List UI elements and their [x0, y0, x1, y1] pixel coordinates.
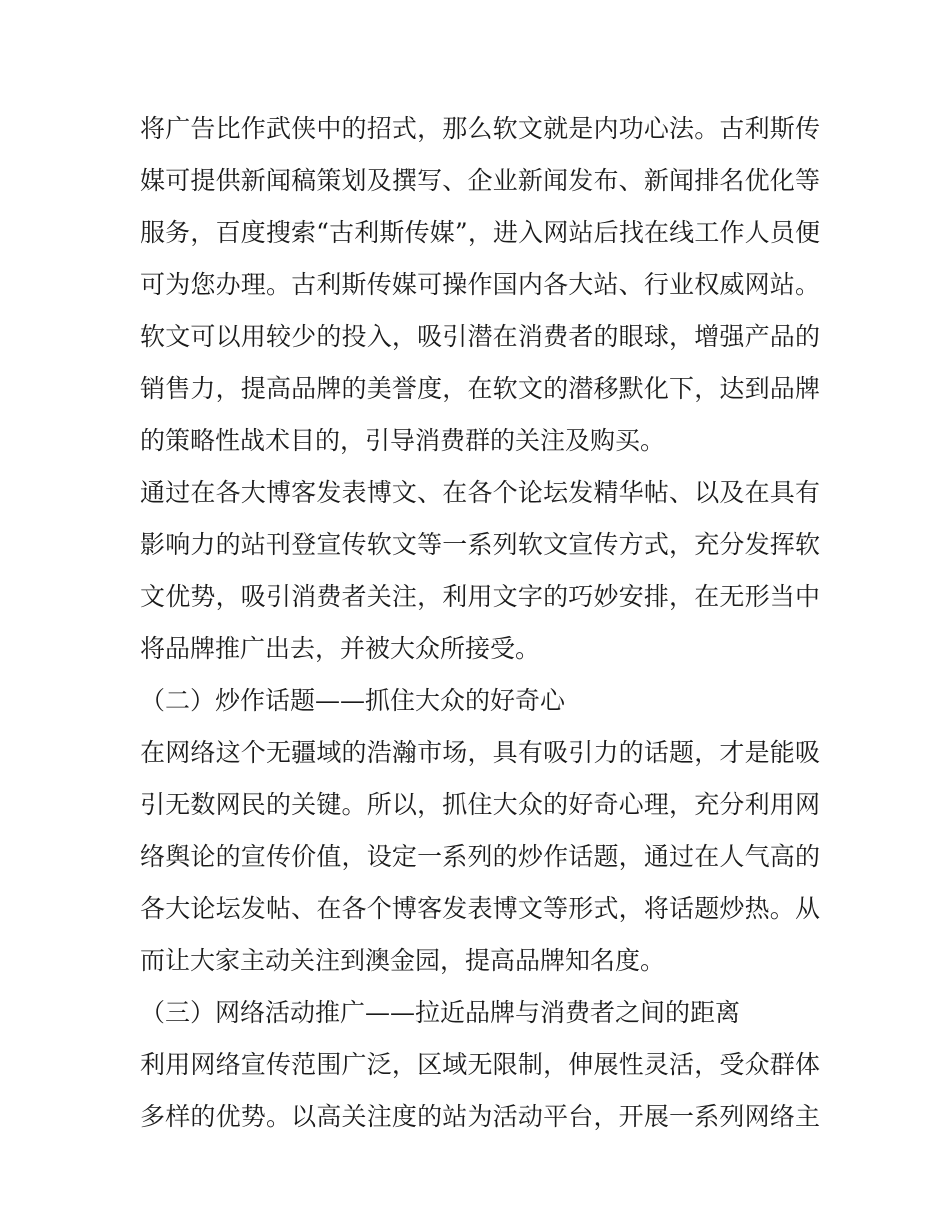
paragraph-line: 各大论坛发帖、在各个博客发表博文等形式，将话题炒热。从	[140, 894, 820, 923]
paragraph-line: 可为您办理。古利斯传媒可操作国内各大站、行业权威网站。	[140, 270, 820, 299]
paragraph-line: 影响力的站刊登宣传软文等一系列软文宣传方式，充分发挥软	[140, 530, 820, 559]
section-heading: （三）网络活动推广——拉近品牌与消费者之间的距离	[140, 998, 741, 1027]
paragraph-line: 媒可提供新闻稿策划及撰写、企业新闻发布、新闻排名优化等	[140, 166, 820, 195]
section-heading: （二）炒作话题——抓住大众的好奇心	[140, 686, 566, 715]
paragraph-line: 利用网络宣传范围广泛，区域无限制，伸展性灵活，受众群体	[140, 1050, 820, 1079]
paragraph-line: 服务，百度搜索“古利斯传媒”，进入网站后找在线工作人员便	[140, 218, 820, 247]
paragraph-line: 将品牌推广出去，并被大众所接受。	[140, 634, 541, 663]
paragraph-line: 销售力，提高品牌的美誉度，在软文的潜移默化下，达到品牌	[140, 374, 820, 403]
paragraph-line: 的策略性战术目的，引导消费群的关注及购买。	[140, 426, 666, 455]
paragraph-line: 多样的优势。以高关注度的站为活动平台，开展一系列网络主	[140, 1102, 820, 1131]
paragraph-line: 在网络这个无疆域的浩瀚市场，具有吸引力的话题，才是能吸	[140, 738, 820, 767]
paragraph-line: 通过在各大博客发表博文、在各个论坛发精华帖、以及在具有	[140, 478, 820, 507]
paragraph-line: 引无数网民的关键。所以，抓住大众的好奇心理，充分利用网	[140, 790, 820, 819]
paragraph-line: 将广告比作武侠中的招式，那么软文就是内功心法。古利斯传	[140, 114, 820, 143]
paragraph-line: 软文可以用较少的投入，吸引潜在消费者的眼球，增强产品的	[140, 322, 820, 351]
paragraph-line: 络舆论的宣传价值，设定一系列的炒作话题，通过在人气高的	[140, 842, 820, 871]
paragraph-line: 而让大家主动关注到澳金园，提高品牌知名度。	[140, 946, 666, 975]
paragraph-line: 文优势，吸引消费者关注，利用文字的巧妙安排，在无形当中	[140, 582, 820, 611]
